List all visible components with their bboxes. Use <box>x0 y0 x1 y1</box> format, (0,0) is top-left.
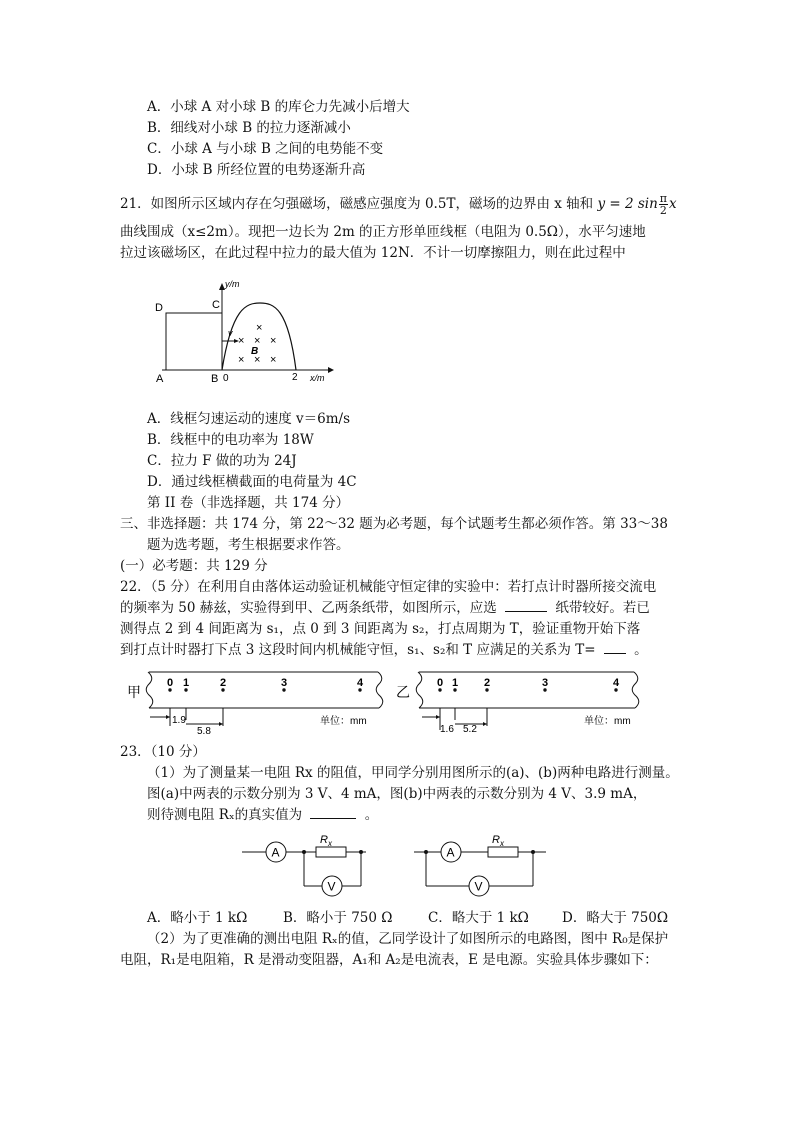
tape-jia-arrowhead <box>219 722 223 726</box>
q20-option-b: B．细线对小球 B 的拉力逐渐减小 <box>147 120 351 136</box>
circuit-b-voltmeter-label: V <box>474 879 483 894</box>
q21-stem-text: 21．如图所示区域内存在匀强磁场，磁感应强度为 0.5T，磁场的边界由 x 轴和 <box>120 196 594 212</box>
tape-yi-point-3: 3 <box>542 677 549 689</box>
part3-instructions-line1: 三、非选择题：共 174 分，第 22～32 题为必考题，每个试题考生都必须作答。第 33～38 <box>120 516 668 532</box>
resistor-letter: R <box>320 834 328 846</box>
circuit-a-ammeter-label: A <box>271 845 280 860</box>
q21-formula-lhs: y = 2 sin <box>597 196 658 212</box>
q21-option-b: B．线框中的电功率为 18W <box>147 432 314 448</box>
tape-jia-arrowhead <box>166 715 170 719</box>
q21-stem-line1 <box>120 193 677 216</box>
field-cross: × <box>238 335 245 347</box>
tape-jia-dim2: 5.8 <box>197 726 211 736</box>
q22-line2 <box>120 599 650 617</box>
tape-yi-right-edge <box>632 672 639 708</box>
q23-answer-blank-rx[interactable] <box>310 806 356 819</box>
circuit-a-resistor-label <box>320 834 333 848</box>
part3-instructions-line2: 题为选考题，考生根据要求作答。 <box>147 537 350 553</box>
tape-jia-label: 甲 <box>127 684 141 700</box>
q23-option-c: C．略大于 1 kΩ <box>428 910 529 926</box>
q23-part2-line1: （2）为了更准确的测出电阻 Rₓ的值，乙同学设计了如图所示的电路图，图中 R₀是保护 <box>147 931 669 947</box>
q22-answer-blank-t[interactable] <box>604 641 626 654</box>
label-b: B <box>211 373 219 385</box>
q23-option-b: B．略小于 750 Ω <box>283 910 393 926</box>
q21-stem-line3: 拉过该磁场区，在此过程中拉力的最大值为 12N．不计一切摩擦阻力，则在此过程中 <box>120 245 626 261</box>
q22-line2-text: 的频率为 50 赫兹，实验得到甲、乙两条纸带，如图所示，应选 <box>120 600 497 616</box>
square-frame <box>166 313 222 370</box>
tape-jia-unit: 单位：mm <box>320 716 367 727</box>
q23-part1-line2: 图(a)中两表的示数分别为 3 V、4 mA，图(b)中两表的示数分别为 4 V、3.9 mA， <box>147 786 647 802</box>
field-cross: × <box>270 354 277 366</box>
q21-formula-var: x <box>669 196 677 212</box>
field-cross: × <box>238 354 245 366</box>
circuit-b-resistor-label <box>492 834 505 848</box>
label-xm: x/m <box>310 373 325 383</box>
q23-part1-line3-text: 则待测电阻 Rₓ的真实值为 <box>147 807 303 823</box>
label-two: 2 <box>292 372 298 383</box>
field-cross: × <box>270 335 277 347</box>
tape-yi-label: 乙 <box>396 684 410 700</box>
q23-circuits-figure <box>236 830 566 900</box>
label-d: D <box>155 302 163 314</box>
circuit-a-resistor <box>316 847 346 857</box>
label-ym: y/m <box>225 279 240 289</box>
field-cross: × <box>256 322 263 334</box>
q23-part1-line3 <box>147 806 378 824</box>
circuit-b-resistor <box>488 847 518 857</box>
q22-line4-text: 到打点计时器打下点 3 这段时间内机械能守恒，s₁、s₂和 T 应满足的关系为 T= <box>120 642 596 658</box>
q20-option-d: D．小球 B 所经位置的电势逐渐升高 <box>147 162 366 178</box>
q21-stem-line2: 曲线围成（x≤2m）。现把一边长为 2m 的正方形单匝线框（电阻为 0.5Ω），水平匀速地 <box>120 224 646 240</box>
tape-yi-unit: 单位：mm <box>584 716 631 727</box>
tape-yi-dim1: 1.6 <box>440 724 454 735</box>
label-origin: 0 <box>223 373 229 384</box>
q20-option-c: C．小球 A 与小球 B 之间的电势能不变 <box>147 141 384 157</box>
tape-jia-point-0: 0 <box>167 677 174 689</box>
fraction-numerator: π <box>659 192 668 205</box>
tape-yi-point-4: 4 <box>613 677 620 689</box>
resistor-subscript: x <box>499 839 504 848</box>
q22-line4 <box>120 641 648 659</box>
tape-yi-point-0: 0 <box>437 677 444 689</box>
resistor-letter: R <box>492 834 500 846</box>
q23-part1-line1: （1）为了测量某一电阻 Rx 的阻值，甲同学分别用图所示的(a)、(b)两种电路进行测量。 <box>147 765 679 781</box>
q22-answer-blank-tape[interactable] <box>505 599 547 612</box>
q21-figure <box>150 278 340 386</box>
tape-jia-point-4: 4 <box>357 677 364 689</box>
q22-line3: 测得点 2 到 4 间距离为 s₁，点 0 到 3 间距离为 s₂，打点周期为 T，验证重物开始下落 <box>120 621 641 637</box>
q21-option-d: D．通过线框横截面的电荷量为 4C <box>147 474 357 490</box>
q20-option-a: A．小球 A 对小球 B 的库仑力先减小后增大 <box>147 99 410 115</box>
tape-yi-point-2: 2 <box>484 677 491 689</box>
q23-title: 23．（10 分） <box>120 744 206 760</box>
resistor-subscript: x <box>327 839 332 848</box>
tape-jia-left-edge <box>146 672 153 708</box>
field-cross: × <box>254 335 261 347</box>
q23-option-a: A．略小于 1 kΩ <box>147 910 248 926</box>
q22-line4-end: 。 <box>634 642 648 658</box>
q21-option-c: C．拉力 F 做的功为 24J <box>147 453 297 469</box>
label-c: C <box>212 299 220 311</box>
label-a: A <box>156 373 164 385</box>
tape-yi-dim2: 5.2 <box>463 724 477 735</box>
required-questions-heading: (一）必考题：共 129 分 <box>120 558 268 574</box>
q22-tapes-figure <box>122 664 652 736</box>
x-axis-arrow <box>328 367 334 373</box>
q23-option-d: D．略大于 750Ω <box>562 910 669 926</box>
tape-jia-dim1: 1.9 <box>172 715 186 726</box>
section-2-title: 第 II 卷（非选择题，共 174 分） <box>147 495 350 511</box>
label-v: v <box>228 328 233 338</box>
q22-line2-text-end: 纸带较好。若已 <box>555 600 650 616</box>
tape-yi-arrowhead <box>483 722 487 726</box>
tape-jia-right-edge <box>376 672 383 708</box>
q23-part2-line2: 电阻，R₁是电阻箱，R 是滑动变阻器，A₁和 A₂是电流表，E 是电源。实验具体步骤如下： <box>120 952 658 968</box>
q21-option-a: A．线框匀速运动的速度 v＝6m/s <box>147 411 351 427</box>
field-cross: × <box>254 354 261 366</box>
tape-jia-point-3: 3 <box>281 677 288 689</box>
tape-yi-left-edge <box>416 672 423 708</box>
fraction-denominator: 2 <box>659 204 667 217</box>
tape-yi-arrowhead <box>436 715 440 719</box>
label-field-b: B <box>251 346 259 357</box>
circuit-b-ammeter-label: A <box>446 845 455 860</box>
tape-jia-point-1: 1 <box>183 677 190 689</box>
tape-jia-point-2: 2 <box>220 677 227 689</box>
q23-part1-line3-end: 。 <box>364 807 379 823</box>
q21-formula-fraction <box>659 193 668 216</box>
q22-line1: 22．（5 分）在利用自由落体运动验证机械能守恒定律的实验中：若打点计时器所接交流电 <box>120 579 657 595</box>
circuit-a-voltmeter-label: V <box>327 879 336 894</box>
tape-yi-point-1: 1 <box>452 677 459 689</box>
